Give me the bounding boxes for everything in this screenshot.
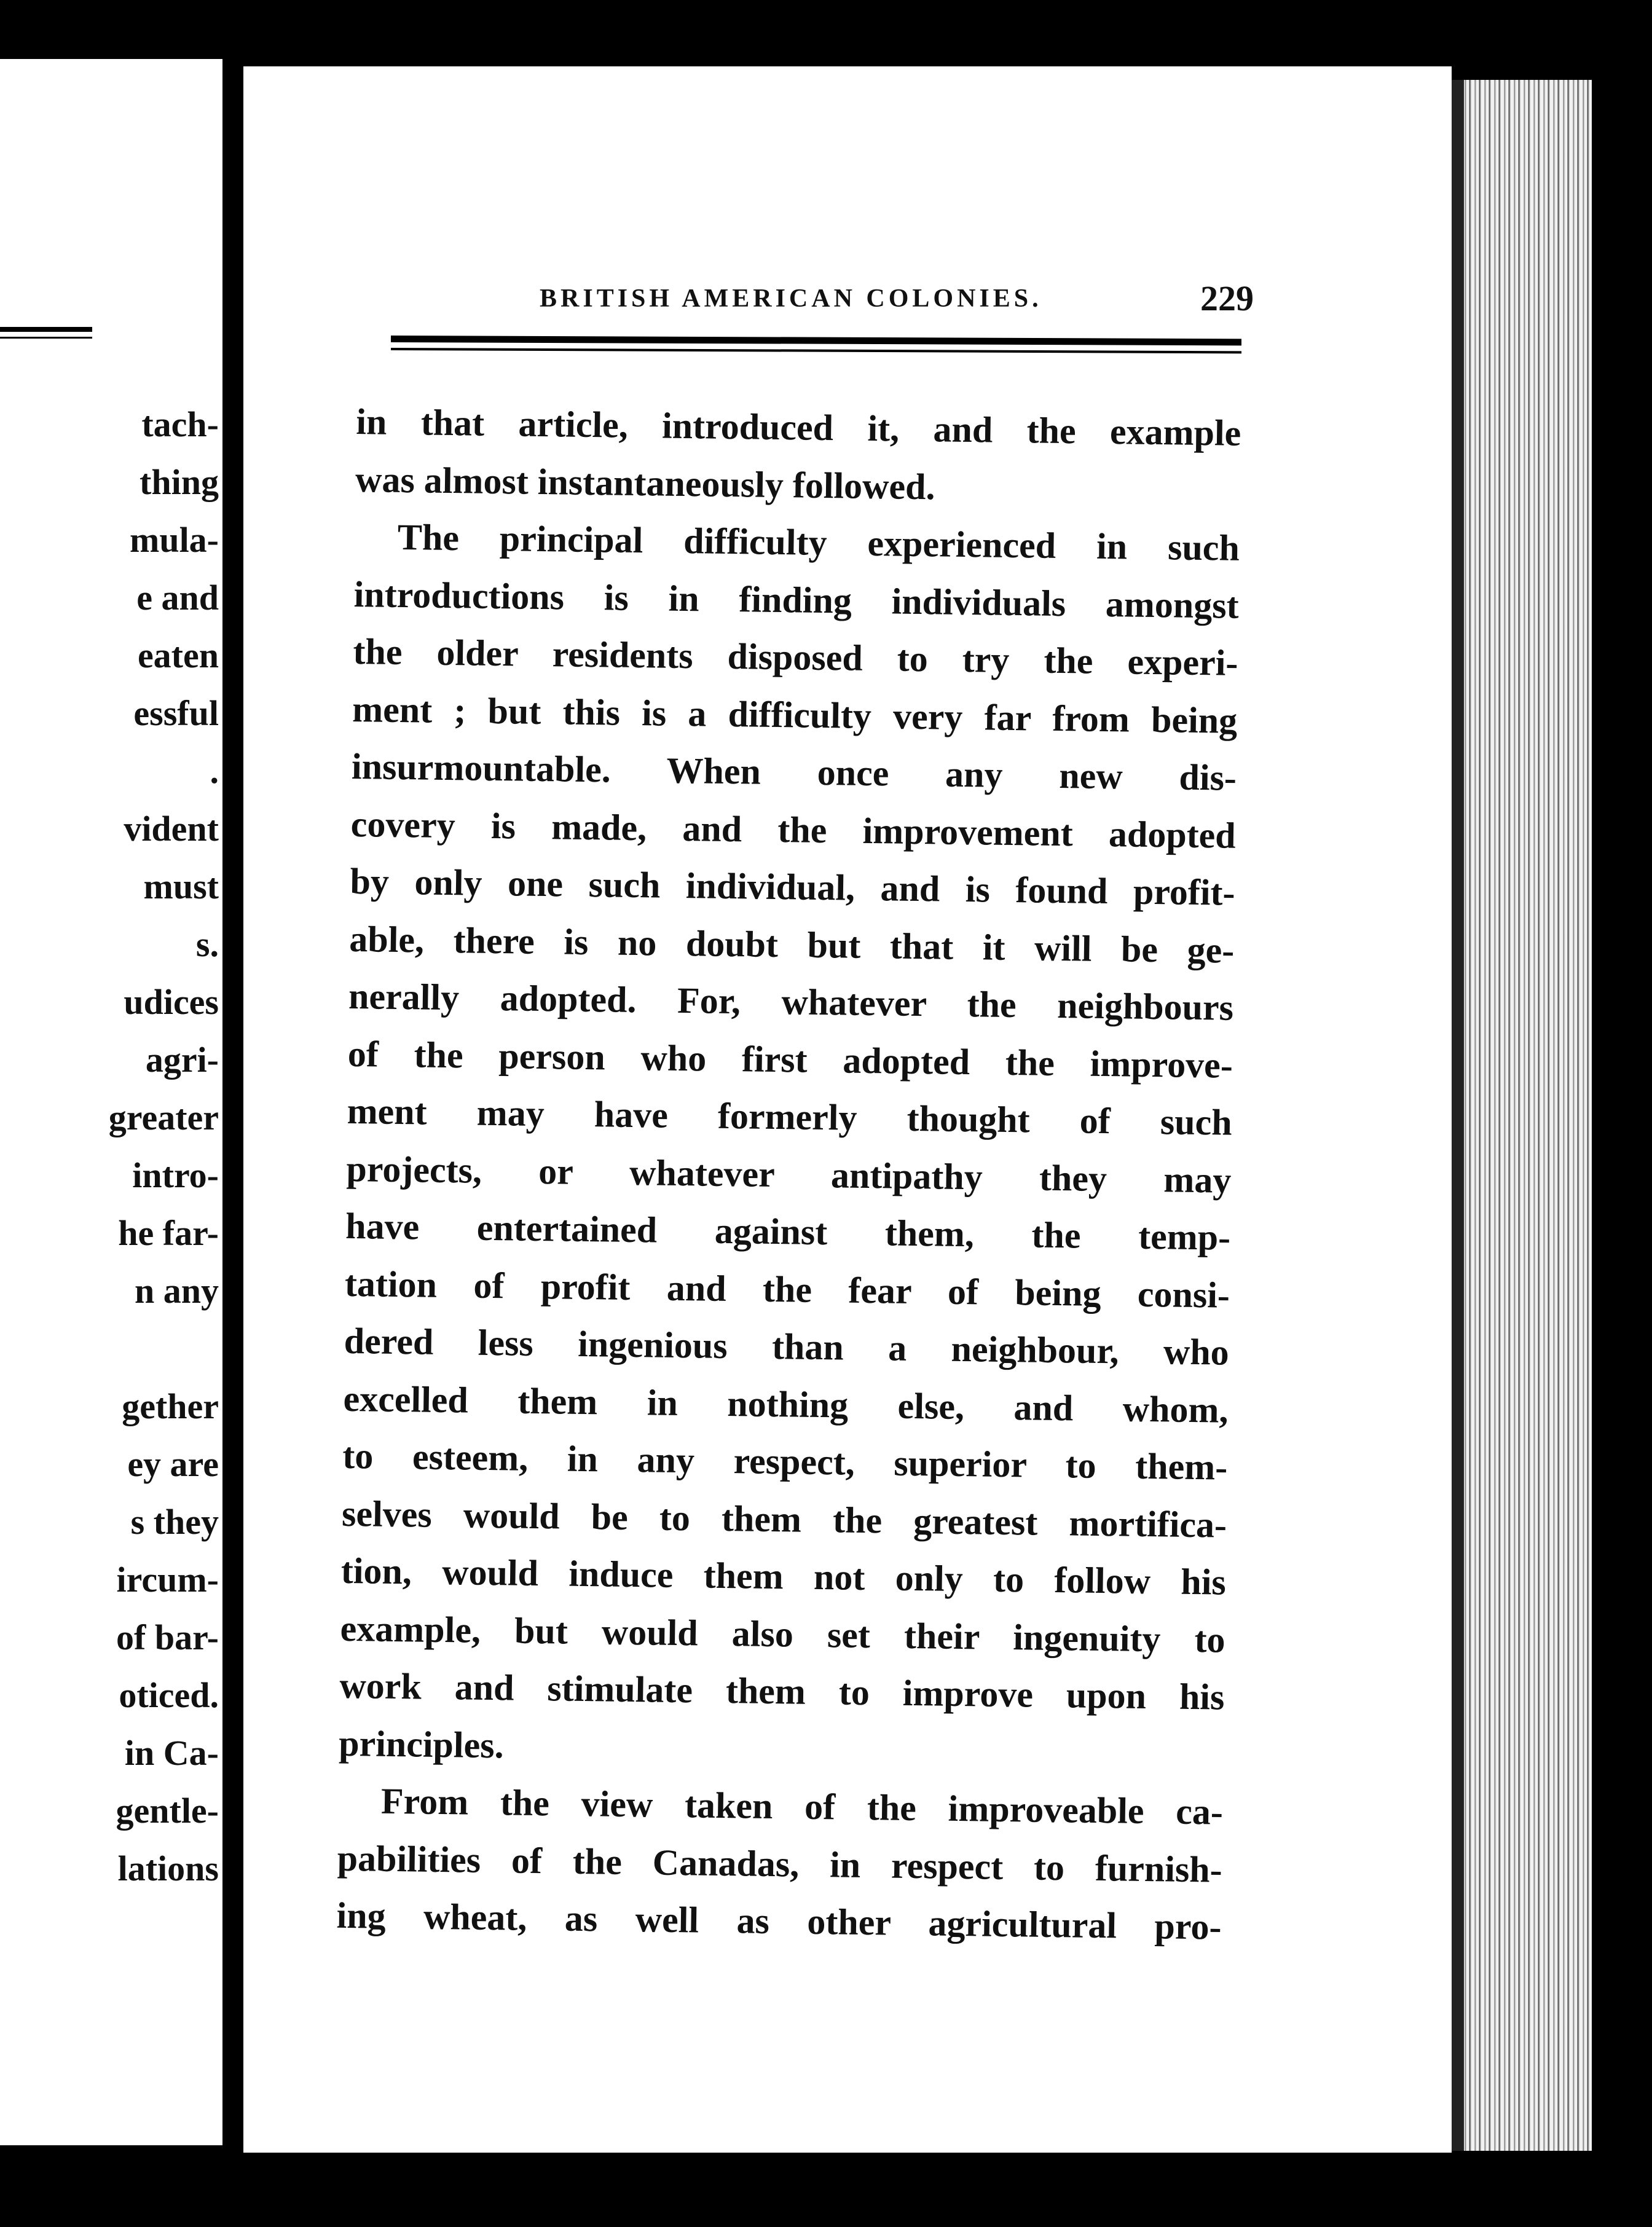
text-line: agri- <box>145 1040 219 1080</box>
text-line: in Ca- <box>124 1733 219 1773</box>
text-line: From the view taken of the improveable ca- <box>380 1780 1224 1832</box>
previous-page-header-rule-thin <box>0 337 92 339</box>
text-line: s they <box>130 1502 219 1542</box>
text-line: by only one such individual, and is found profit- <box>350 860 1235 913</box>
text-line: udices <box>124 982 219 1022</box>
text-line: work and stimulate them to improve upon his <box>339 1665 1225 1718</box>
text-line: intro- <box>132 1155 219 1195</box>
running-head <box>527 278 1254 327</box>
text-line: have entertained against them, the temp- <box>345 1205 1231 1258</box>
text-line: vident <box>124 809 219 849</box>
body-text <box>336 393 1241 1956</box>
text-line: must <box>143 866 219 906</box>
page-number: 229 <box>1200 278 1254 318</box>
text-line: introductions is in finding individuals amongst <box>353 573 1240 626</box>
text-line: in that article, introduced it, and the example <box>355 401 1241 454</box>
text-line: e and <box>136 578 219 618</box>
text-line: insurmountable. When once any new dis- <box>351 745 1237 798</box>
text-line: eaten <box>137 635 219 675</box>
text-line: mula- <box>130 520 219 560</box>
text-line: covery is made, and the improvement adopted <box>350 803 1237 856</box>
text-line: example, but would also set their ingenuity to <box>340 1608 1226 1660</box>
text-line: thing <box>140 462 219 502</box>
text-line: ing wheat, as well as other agricultural pro- <box>336 1895 1222 1947</box>
text-line: ircum- <box>116 1560 219 1600</box>
text-line: gether <box>122 1386 219 1426</box>
previous-page <box>0 59 222 2145</box>
text-line: dered less ingenious than a neighbour, who <box>344 1320 1230 1373</box>
previous-page-header-rule <box>0 327 92 332</box>
page-edge-shadow <box>1452 80 1464 2151</box>
text-line: projects, or whatever antipathy they may <box>346 1148 1232 1201</box>
text-line: oticed. <box>119 1675 219 1715</box>
text-line: was almost instantaneously followed. <box>355 458 935 507</box>
text-line: tach- <box>141 404 219 444</box>
text-line: The principal difficulty experienced in such <box>397 516 1240 568</box>
book-gutter <box>222 59 243 2145</box>
previous-page-text <box>109 396 219 1898</box>
text-line: selves would be to them the greatest mortifica- <box>341 1493 1227 1546</box>
text-line: ment may have formerly thought of such <box>347 1090 1233 1143</box>
text-line: ment ; but this is a difficulty very far from being <box>352 688 1238 741</box>
text-line: lations <box>117 1848 219 1888</box>
text-line: he far- <box>118 1213 219 1253</box>
running-title: BRITISH AMERICAN COLONIES. <box>540 285 1042 313</box>
text-line: n any <box>134 1271 219 1311</box>
text-line: nerally adopted. For, whatever the neighbours <box>348 975 1234 1028</box>
text-line: pabilities of the Canadas, in respect to furnish- <box>337 1837 1223 1890</box>
text-line: principles. <box>338 1722 505 1765</box>
text-line: gentle- <box>116 1791 219 1831</box>
text-line: of bar- <box>116 1617 219 1657</box>
text-line: able, there is no doubt but that it will be ge- <box>348 918 1235 971</box>
text-line: tion, would induce them not only to follow his <box>340 1550 1227 1603</box>
text-line: . <box>210 751 219 791</box>
text-line: greater <box>108 1098 219 1137</box>
text-line <box>109 1320 219 1378</box>
text-line: of the person who first adopted the improve- <box>347 1033 1233 1086</box>
text-line: excelled them in nothing else, and whom, <box>343 1378 1229 1431</box>
text-line: essful <box>133 693 219 733</box>
text-line: s. <box>195 924 219 964</box>
text-line: to esteem, in any respect, superior to them- <box>342 1435 1228 1488</box>
text-line: ey are <box>127 1444 219 1484</box>
page-fore-edge <box>1452 80 1592 2151</box>
text-line: tation of profit and the fear of being consi- <box>344 1263 1230 1316</box>
text-line: the older residents disposed to try the experi- <box>353 630 1238 683</box>
